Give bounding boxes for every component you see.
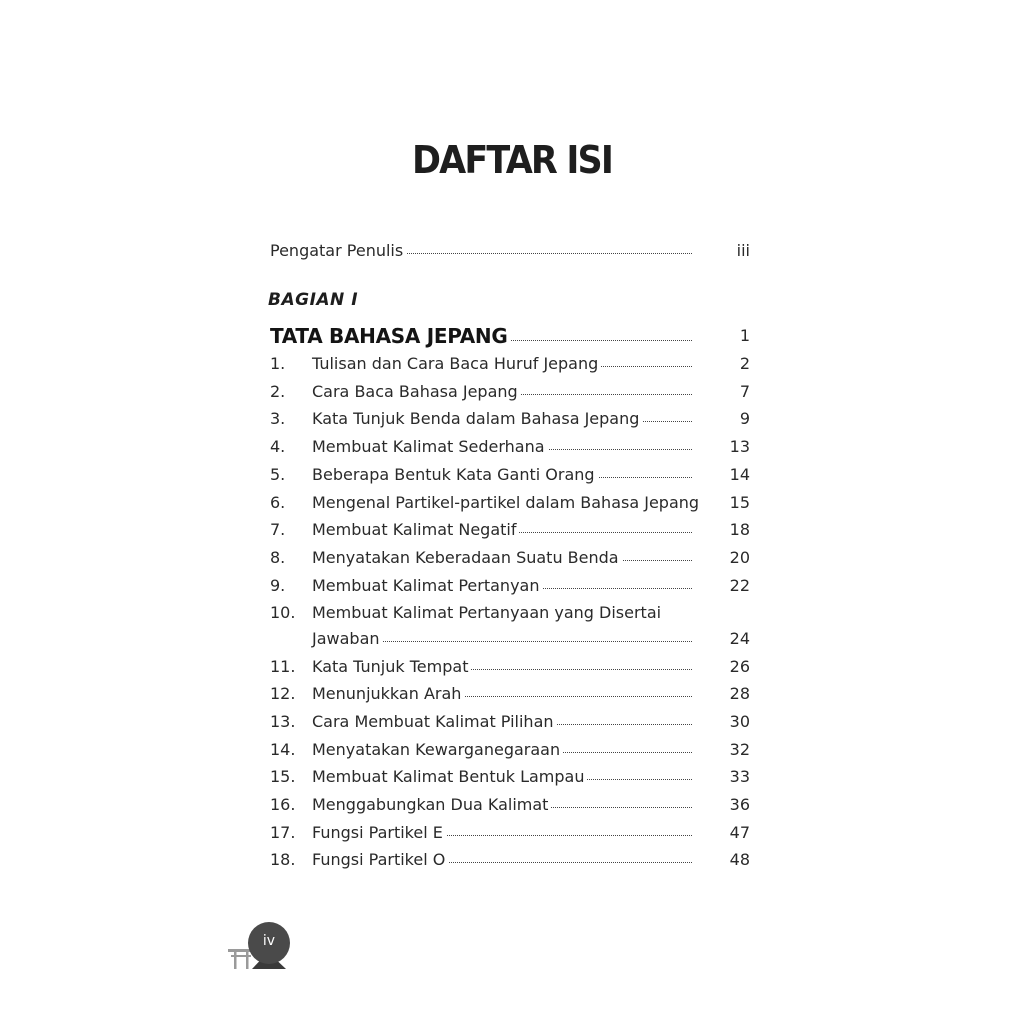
entry-page: 36 bbox=[729, 795, 750, 814]
entry-page: 20 bbox=[729, 547, 750, 567]
entry-label: Menggabungkan Dua Kalimat bbox=[312, 793, 551, 817]
list-item[interactable] bbox=[270, 380, 750, 404]
entry-number: 16. bbox=[270, 795, 296, 814]
entry-page: 22 bbox=[729, 575, 750, 595]
entry-page: 28 bbox=[729, 684, 750, 704]
entry-number: 8. bbox=[270, 547, 286, 567]
entry-label: Tulisan dan Cara Baca Huruf Jepang bbox=[312, 352, 601, 376]
part-label: BAGIAN I bbox=[268, 290, 359, 310]
entry-label-continued: Jawaban bbox=[312, 627, 383, 651]
list-item[interactable] bbox=[270, 765, 750, 789]
list-item[interactable] bbox=[270, 407, 750, 431]
entry-page: 47 bbox=[729, 822, 750, 842]
entry-number: 14. bbox=[270, 739, 296, 759]
list-item[interactable] bbox=[270, 601, 750, 625]
entry-number: 9. bbox=[270, 575, 286, 595]
entry-label: Fungsi Partikel E bbox=[312, 821, 446, 845]
entry-label: Menunjukkan Arah bbox=[312, 682, 464, 706]
entry-page: 26 bbox=[729, 656, 750, 676]
list-item[interactable] bbox=[270, 821, 750, 845]
entry-page: 15 bbox=[729, 492, 750, 512]
entry-number: 4. bbox=[270, 437, 286, 457]
list-item[interactable] bbox=[270, 463, 750, 487]
list-item[interactable] bbox=[270, 352, 750, 376]
list-item[interactable] bbox=[270, 435, 750, 459]
entry-number: 1. bbox=[270, 354, 286, 373]
entry-number: 2. bbox=[270, 381, 286, 401]
entry-label: Membuat Kalimat Pertanyan bbox=[312, 574, 542, 598]
entry-label: Mengenal Partikel-partikel dalam Bahasa Jepang bbox=[312, 491, 702, 515]
entry-number: 18. bbox=[270, 850, 296, 870]
entry-label: Menyatakan Kewarganegaraan bbox=[312, 738, 563, 762]
entry-number: 10. bbox=[270, 603, 296, 623]
entry-number: 13. bbox=[270, 711, 296, 731]
list-item[interactable] bbox=[270, 518, 750, 542]
entry-number: 15. bbox=[270, 767, 296, 787]
entry-page: iii bbox=[700, 239, 750, 263]
entry-label: Cara Membuat Kalimat Pilihan bbox=[312, 710, 557, 734]
part-title-entry[interactable] bbox=[270, 324, 750, 348]
page-title: DAFTAR ISI bbox=[411, 138, 613, 182]
entry-number: 12. bbox=[270, 684, 296, 704]
entry-page: 24 bbox=[729, 628, 750, 648]
entry-label: Fungsi Partikel O bbox=[312, 848, 448, 872]
entry-label: Kata Tunjuk Tempat bbox=[312, 655, 471, 679]
entry-page: 48 bbox=[729, 850, 750, 870]
entry-label: Kata Tunjuk Benda dalam Bahasa Jepang bbox=[312, 407, 642, 431]
entry-page: 13 bbox=[729, 437, 750, 457]
page-footer bbox=[226, 922, 296, 972]
entry-number: 17. bbox=[270, 822, 296, 842]
entry-number: 5. bbox=[270, 464, 286, 484]
entry-page: 9 bbox=[739, 409, 750, 429]
list-item[interactable] bbox=[270, 655, 750, 679]
entry-label: Beberapa Bentuk Kata Ganti Orang bbox=[312, 463, 598, 487]
entry-page: 30 bbox=[729, 711, 750, 731]
entry-label: Menyatakan Keberadaan Suatu Benda bbox=[312, 546, 622, 570]
list-item-continuation[interactable] bbox=[270, 627, 750, 651]
entry-number: 6. bbox=[270, 492, 286, 512]
entry-page: 18 bbox=[729, 520, 750, 540]
entry-page: 32 bbox=[729, 739, 750, 759]
list-item[interactable] bbox=[270, 491, 750, 515]
entry-label: Membuat Kalimat Pertanyaan yang Disertai bbox=[312, 601, 664, 625]
part-title: TATA BAHASA JEPANG bbox=[270, 324, 511, 348]
entry-page: 7 bbox=[739, 381, 750, 401]
entry-page: 33 bbox=[729, 767, 750, 787]
entry-page: 14 bbox=[729, 464, 750, 484]
entry-number: 11. bbox=[270, 656, 296, 676]
page-number: iv bbox=[248, 922, 290, 964]
entry-number: 7. bbox=[270, 520, 286, 540]
list-item[interactable] bbox=[270, 710, 750, 734]
entry-label: Membuat Kalimat Sederhana bbox=[312, 435, 548, 459]
entry-label: Cara Baca Bahasa Jepang bbox=[312, 380, 521, 404]
list-item[interactable] bbox=[270, 682, 750, 706]
entry-page: 1 bbox=[700, 324, 750, 348]
entry-label: Membuat Kalimat Bentuk Lampau bbox=[312, 765, 587, 789]
list-item[interactable] bbox=[270, 546, 750, 570]
list-item[interactable] bbox=[270, 574, 750, 598]
entry-label: Membuat Kalimat Negatif bbox=[312, 518, 519, 542]
list-item[interactable] bbox=[270, 848, 750, 872]
entry-number: 3. bbox=[270, 409, 286, 429]
preface-entry[interactable] bbox=[270, 239, 750, 263]
list-item[interactable] bbox=[270, 793, 750, 817]
entry-label: Pengatar Penulis bbox=[270, 239, 406, 263]
list-item[interactable] bbox=[270, 738, 750, 762]
entry-page: 2 bbox=[739, 354, 750, 373]
